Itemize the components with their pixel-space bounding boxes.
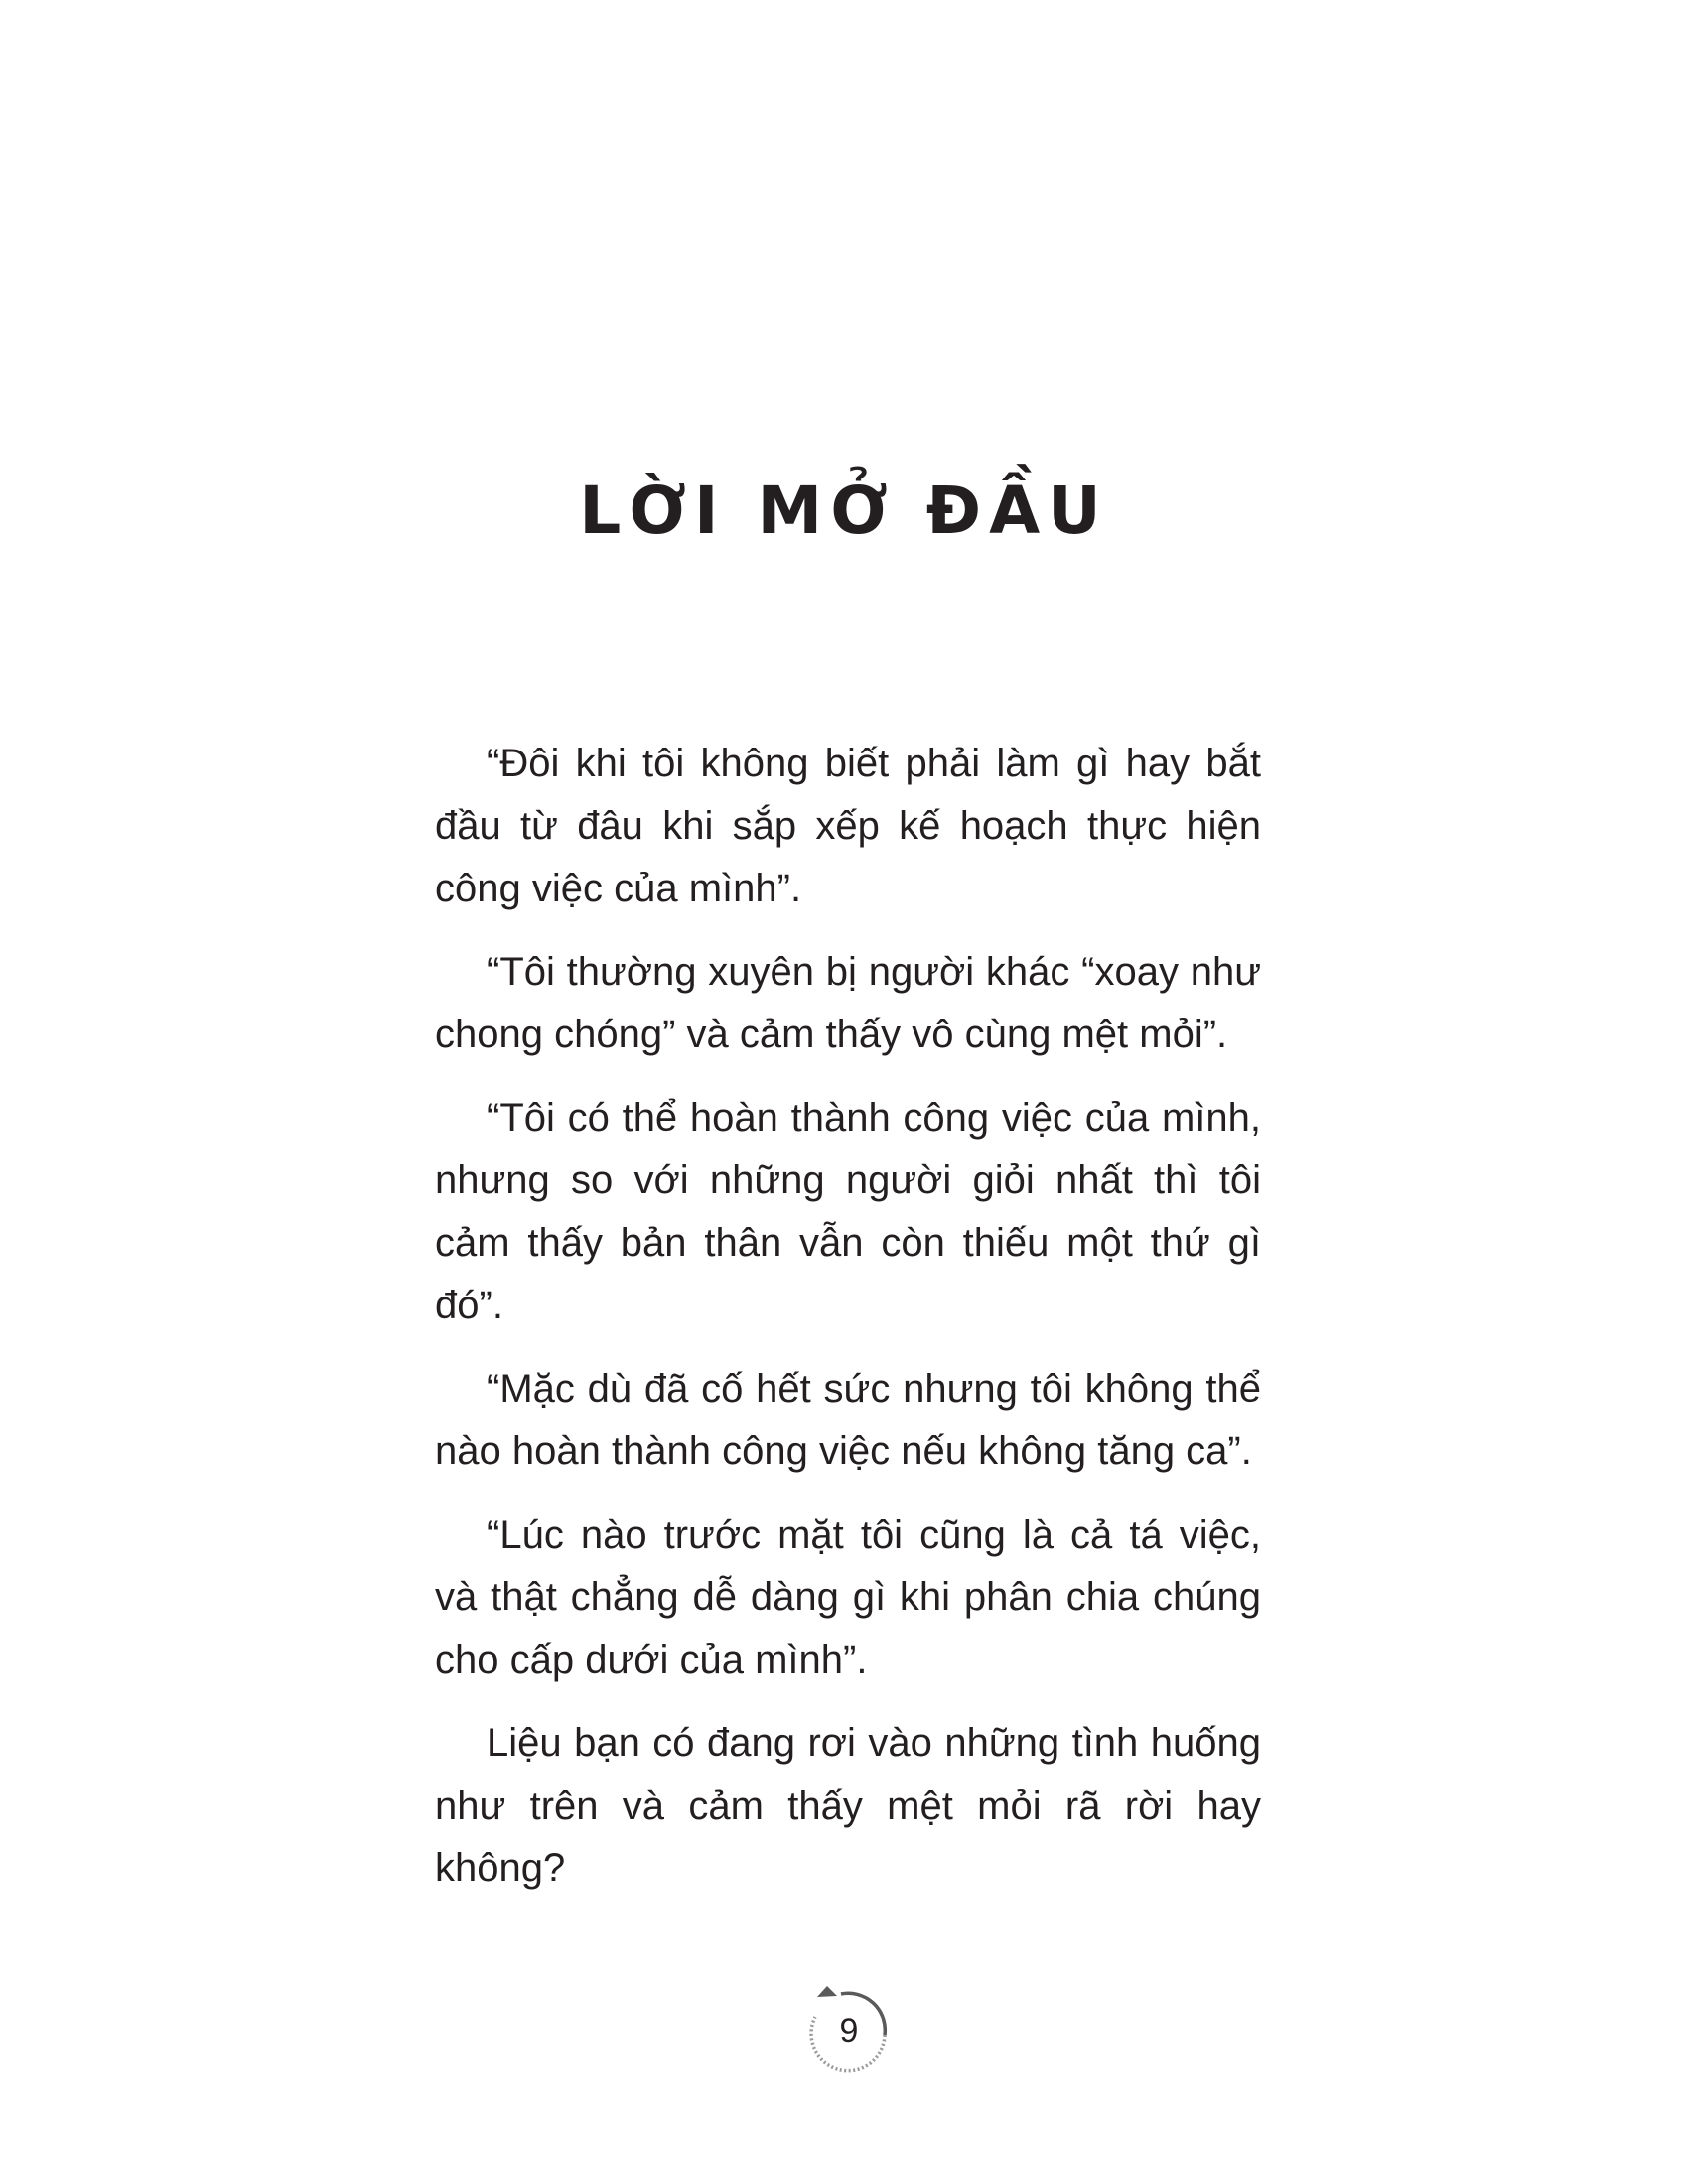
body-text <box>435 733 1261 1921</box>
page-number: 9 <box>839 2012 859 2050</box>
paragraph: “Mặc dù đã cố hết sức nhưng tôi không thể nào hoàn thành công việc nếu không tăng ca”. <box>435 1367 1261 1473</box>
chapter-title: LỜI MỞ ĐẦU <box>579 473 1109 549</box>
paragraph: “Tôi thường xuyên bị người khác “xoay như chong chóng” và cảm thấy vô cùng mệt mỏi”. <box>435 950 1261 1056</box>
page-number-badge <box>801 1983 897 2079</box>
paragraph: “Đôi khi tôi không biết phải làm gì hay bắt đầu từ đâu khi sắp xếp kế hoạch thực hiện công việc của mình”. <box>435 742 1261 910</box>
paragraph: “Tôi có thể hoàn thành công việc của mình, nhưng so với những người giỏi nhất thì tôi cảm thấy bản thân vẫn còn thiếu một thứ gì đó”. <box>435 1096 1261 1327</box>
paragraph: “Lúc nào trước mặt tôi cũng là cả tá việc, và thật chẳng dễ dàng gì khi phân chia chúng cho cấp dưới của mình”. <box>435 1513 1261 1682</box>
paragraph: Liệu bạn có đang rơi vào những tình huống như trên và cảm thấy mệt mỏi rã rời hay không? <box>435 1721 1261 1890</box>
